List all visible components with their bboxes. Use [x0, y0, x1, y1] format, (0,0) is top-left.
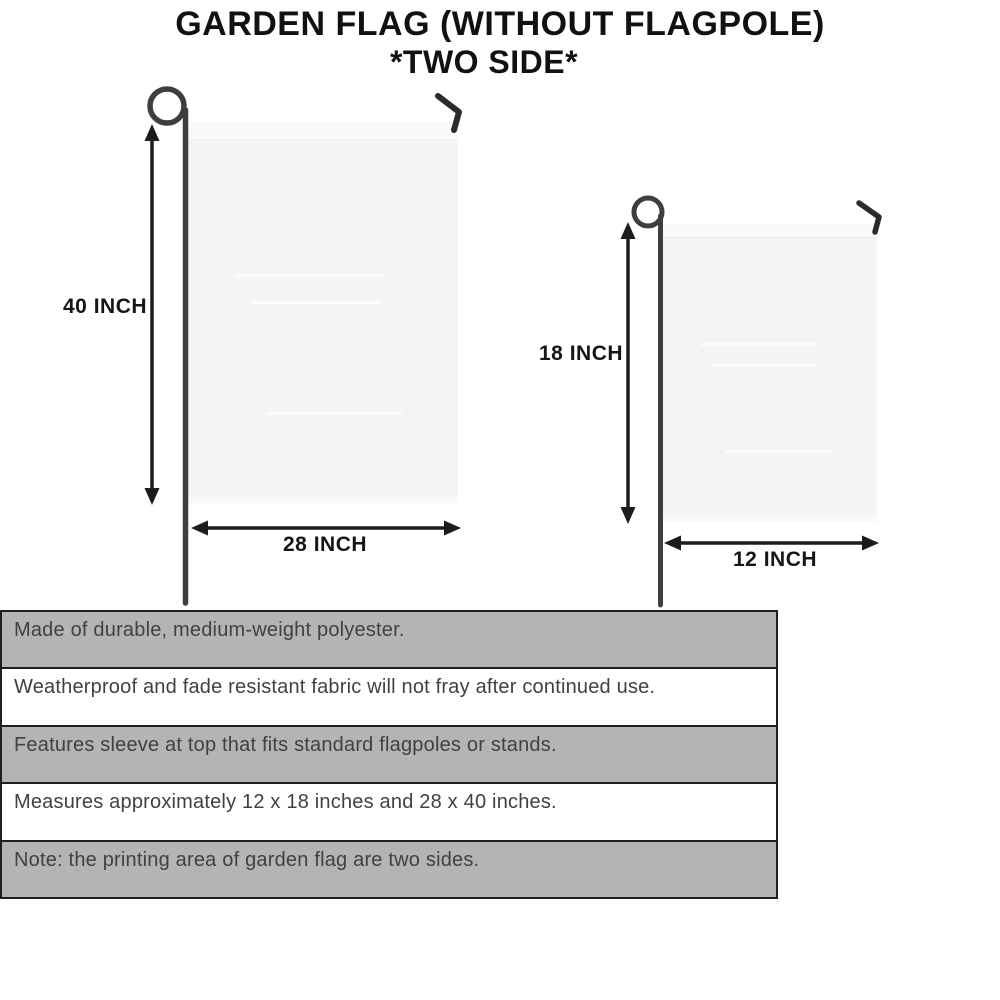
flagpole-loop-icon [150, 89, 184, 123]
page-title [0, 6, 1000, 81]
arrowhead-right-icon [862, 536, 879, 551]
flag-large-body [185, 122, 458, 503]
arrowhead-down-icon [145, 488, 160, 505]
arrowhead-down-icon [621, 507, 636, 524]
flag-large-sleeve [185, 122, 458, 140]
spec-row-weatherproof: Weatherproof and fade resistant fabric will not fray after continued use. [2, 669, 776, 726]
flag-small-body [660, 224, 877, 522]
flag-small-width-label: 12 INCH [733, 548, 818, 571]
spec-row-measures: Measures approximately 12 x 18 inches and 28 x 40 inches. [2, 784, 776, 841]
flag-small-height-label: 18 INCH [539, 342, 624, 365]
flag-large-height-label: 40 INCH [63, 295, 148, 318]
flag-crease [267, 412, 404, 415]
flag-crease [251, 301, 382, 304]
spec-row-material: Made of durable, medium-weight polyester. [2, 612, 776, 669]
arrowhead-up-icon [621, 222, 636, 239]
flag-crease [234, 274, 384, 277]
spec-row-sleeve: Features sleeve at top that fits standard flagpoles or stands. [2, 727, 776, 784]
flag-large-width-label: 28 INCH [283, 533, 368, 556]
flag-crease [712, 364, 816, 367]
spec-row-note: Note: the printing area of garden flag are two sides. [2, 842, 776, 897]
flag-small-bottom-hem [660, 515, 877, 522]
flag-small-height-arrow [621, 222, 636, 524]
flag-large-bottom-hem [185, 496, 458, 503]
flag-crease [725, 450, 834, 453]
title-line-1: GARDEN FLAG (WITHOUT FLAGPOLE) [175, 5, 825, 43]
arrowhead-left-icon [664, 536, 681, 551]
arrowhead-up-icon [145, 124, 160, 141]
arrowhead-right-icon [444, 521, 461, 536]
flagpole-loop-icon [634, 198, 662, 226]
flag-crease [699, 343, 818, 346]
arrowhead-left-icon [191, 521, 208, 536]
title-line-2: *TWO SIDE* [389, 44, 579, 81]
flag-small-sleeve [660, 224, 877, 238]
spec-table [0, 610, 778, 899]
